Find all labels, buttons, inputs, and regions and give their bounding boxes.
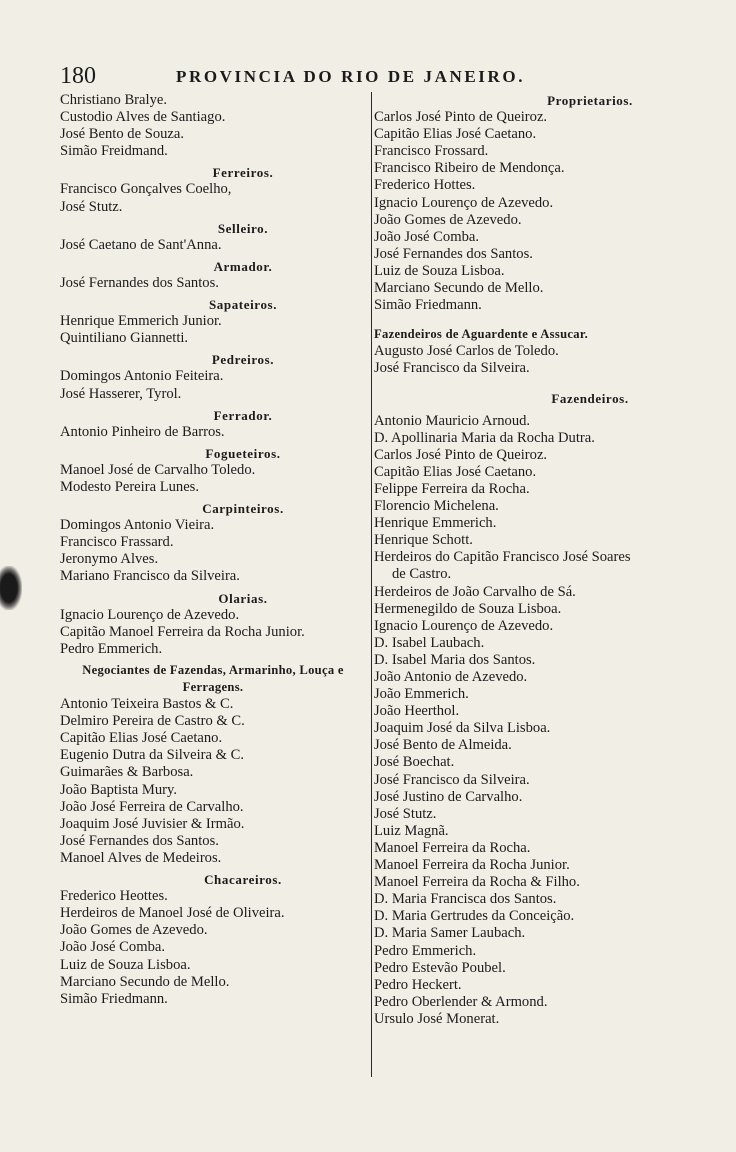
section-title-proprietarios: Proprietarios. [547,93,633,108]
list-sapateiros [60,313,366,347]
list-item: Domingos Antonio Feiteira. [60,368,224,385]
list-item: Joaquim José Juvisier & Irmão. [60,815,245,832]
list-item: José Stutz. [60,198,123,215]
list-item: Antonio Pinheiro de Barros. [60,423,225,440]
list-item: Pedro Estevão Poubel. [374,959,506,976]
list-item: Henrique Schott. [374,532,473,549]
list-armador [60,275,366,292]
left-column [60,92,366,1012]
section-title-fazendeiros-aguardente: Fazendeiros de Aguardente e Assucar. [374,327,589,342]
section-title-ferrador: Ferrador. [213,407,273,423]
list-item: Simão Freidmand. [60,143,168,160]
list-item: Francisco Frassard. [60,534,174,551]
list-item: Frederico Hottes. [374,177,476,194]
list-item: João José Comba. [374,228,479,245]
list-item: João José Comba. [60,939,165,956]
list-item: Luiz de Souza Lisboa. [60,956,191,973]
list-item: Ignacio Lourenço de Azevedo. [60,606,240,623]
list-item: D. Isabel Laubach. [374,634,485,651]
list-item: Manoel José de Carvalho Toledo. [60,461,256,478]
list-item: José Bento de Souza. [60,126,185,143]
list-item: Felippe Ferreira da Rocha. [374,480,530,497]
list-chacareiros [60,888,366,1008]
list-item: Henrique Emmerich. [374,515,497,532]
list-item: Custodio Alves de Santiago. [60,109,226,126]
list-item: Carlos José Pinto de Queiroz. [374,109,548,126]
list-item: Luiz de Souza Lisboa. [374,262,505,279]
list-item: D. Apollinaria Maria da Rocha Dutra. [374,429,595,446]
list-item: Christiano Bralye. [60,92,168,108]
list-item: D. Maria Francisca dos Santos. [374,891,557,908]
list-proprietarios [374,109,686,314]
list-pedreiros [60,368,366,402]
list-item: Henrique Emmerich Junior. [60,313,222,330]
list-item: Luiz Magnã. [374,822,449,839]
running-title: PROVINCIA DO RIO DE JANEIRO. [176,67,526,86]
list-item: João José Ferreira de Carvalho. [60,798,244,815]
list-item: Florencio Michelena. [374,498,499,515]
list-item: Simão Friedmann. [60,990,168,1007]
list-item: Frederico Heottes. [60,888,168,905]
section-title-carpinteiros: Carpinteiros. [202,501,284,517]
list-item: Simão Friedmann. [374,297,482,314]
section-title-armador: Armador. [213,258,273,274]
list-item: Francisco Ribeiro de Mendonça. [374,160,565,177]
section-title-fogueteiros: Fogueteiros. [205,445,281,461]
list-item: José Justino de Carvalho. [374,788,523,805]
right-column [374,92,686,1032]
list-item: José Fernandes dos Santos. [60,274,219,291]
section-title-sapateiros: Sapateiros. [208,297,278,313]
list-item: João Emmerich. [374,686,469,703]
list-item: Herdeiros de Manoel José de Oliveira. [60,905,285,922]
list-item: Joaquim José da Silva Lisboa. [374,720,551,737]
list-item: Pedro Heckert. [374,976,462,993]
list-item: Guimarães & Barbosa. [60,764,194,781]
list-fazendeiros-aguardente [374,343,686,377]
section-title-ferreiros: Ferreiros. [212,165,274,181]
list-selleiro [60,237,366,254]
list-ferreiros [60,181,366,215]
list-olarias [60,607,366,658]
list-item: Manoel Ferreira da Rocha Junior. [374,857,570,874]
page-header [56,62,672,90]
list-item: João Antonio de Azevedo. [374,669,528,685]
list-fogueteiros [60,462,366,496]
list-item-continuation: de Castro. [392,566,452,583]
list-item: José Bento de Almeida. [374,737,512,754]
list-item: Ignacio Lourenço de Azevedo. [374,194,554,211]
list-item: Ignacio Lourenço de Azevedo. [374,617,554,634]
list-item: Ursulo José Monerat. [374,1010,500,1027]
list-item: Jeronymo Alves. [60,551,159,568]
list-item: Hermenegildo de Souza Lisboa. [374,600,562,617]
list-item: Marciano Secundo de Mello. [60,973,230,990]
list-item: Capitão Manoel Ferreira da Rocha Junior. [60,623,305,640]
section-title-olarias: Olarias. [218,590,268,606]
list-item: D. Isabel Maria dos Santos. [374,651,536,668]
list-item: José Stutz. [374,805,437,822]
list-merchants-misc [60,92,366,160]
list-fazendeiros [374,413,686,1028]
list-item: José Francisco da Silveira. [374,771,530,788]
section-title-pedreiros: Pedreiros. [211,352,275,368]
section-title-fazendeiros: Fazendeiros. [551,390,629,406]
list-carpinteiros [60,517,366,585]
list-item: José Boechat. [374,754,455,771]
section-title-negociantes: Negociantes de Fazendas, Armarinho, Louça e Ferragens. [82,662,344,694]
list-negociantes [60,696,366,867]
list-item: Antonio Teixeira Bastos & C. [60,696,234,713]
page-number: 180 [60,63,96,89]
list-item: Manoel Ferreira da Rocha & Filho. [374,874,580,891]
column-divider [371,92,372,1077]
list-item: Herdeiros de João Carvalho de Sá. [374,583,576,600]
list-item: João Gomes de Azevedo. [374,211,522,228]
list-ferrador [60,424,366,441]
list-item: José Caetano de Sant'Anna. [60,236,222,253]
list-item: D. Maria Samer Laubach. [374,925,526,942]
list-item: Domingos Antonio Vieira. [60,517,215,534]
list-item: Pedro Oberlender & Armond. [374,993,548,1010]
list-item: João Baptista Mury. [60,781,178,798]
list-item: Francisco Gonçalves Coelho, [60,181,232,198]
list-item: Carlos José Pinto de Queiroz. [374,446,548,463]
list-item: Herdeiros do Capitão Francisco José Soares [374,549,631,566]
ink-smudge [0,566,22,610]
list-item: José Fernandes dos Santos. [60,832,219,849]
list-item: Marciano Secundo de Mello. [374,280,544,297]
list-item: Manoel Ferreira da Rocha. [374,839,531,856]
list-item: Capitão Elias José Caetano. [374,126,537,143]
list-item: Pedro Emmerich. [374,942,477,959]
list-item: D. Maria Gertrudes da Conceição. [374,908,575,925]
list-item: João Heerthol. [374,703,460,720]
list-item: Delmiro Pereira de Castro & C. [60,713,245,730]
list-item: Capitão Elias José Caetano. [374,463,537,480]
list-item: Modesto Pereira Lunes. [60,478,200,495]
list-item: Mariano Francisco da Silveira. [60,568,240,585]
list-item: Francisco Frossard. [374,143,489,160]
list-item: João Gomes de Azevedo. [60,922,208,939]
list-item: Antonio Mauricio Arnoud. [374,412,531,429]
list-item: Eugenio Dutra da Silveira & C. [60,747,245,764]
list-item: Augusto José Carlos de Toledo. [374,343,559,360]
list-item: Manoel Alves de Medeiros. [60,849,222,866]
list-item: Pedro Emmerich. [60,640,163,657]
list-item: Quintiliano Giannetti. [60,330,189,347]
list-item: José Francisco da Silveira. [374,360,530,377]
list-item: Capitão Elias José Caetano. [60,730,223,747]
list-item: José Fernandes dos Santos. [374,245,533,262]
section-title-chacareiros: Chacareiros. [204,872,282,888]
list-item: José Hasserer, Tyrol. [60,385,182,402]
section-title-selleiro: Selleiro. [217,220,269,236]
